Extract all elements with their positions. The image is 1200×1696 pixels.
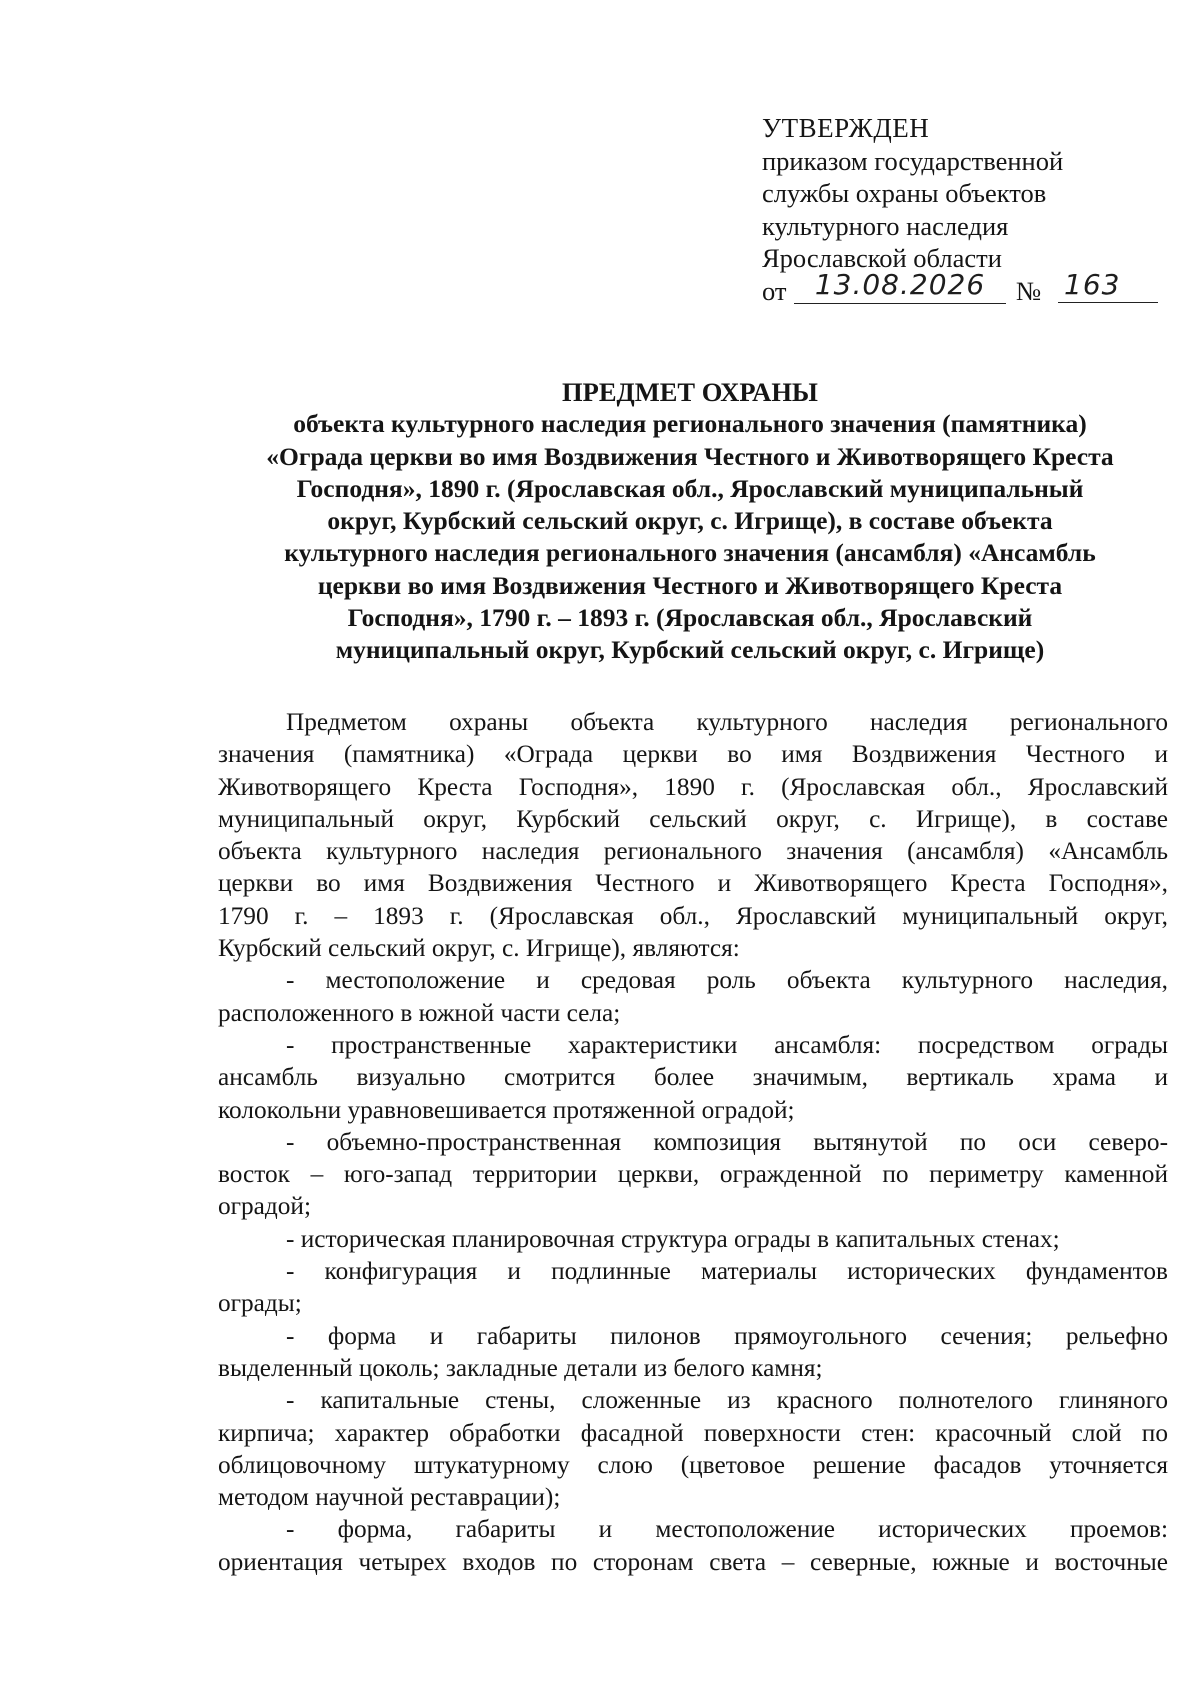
list-item	[218, 964, 1168, 1029]
document-title: ПРЕДМЕТ ОХРАНЫ	[562, 377, 818, 407]
handwritten-date: 13.08.2026	[794, 269, 1006, 304]
title-line: муниципальный округ, Курбский сельский округ, с. Игрище)	[335, 635, 1045, 665]
text-line: восток – юго-запад территории церкви, огражденной по периметру каменной	[218, 1160, 1168, 1189]
approval-line: службы охраны объектов	[762, 178, 1047, 208]
title-line: Господня», 1890 г. (Ярославская обл., Ярославский муниципальный	[296, 473, 1084, 503]
number-sign: №	[1016, 275, 1042, 306]
text-line: 1790 г. – 1893 г. (Ярославская обл., Ярославский муниципальный округ,	[218, 901, 1168, 930]
text-line: колокольни уравновешивается протяженной оградой;	[218, 1095, 795, 1124]
document-title-block	[210, 376, 1170, 667]
approval-block	[762, 112, 1162, 315]
document-body	[218, 706, 1168, 1578]
order-date-number-row	[762, 267, 1162, 315]
text-line: - форма, габариты и местоположение исторических проемов:	[286, 1515, 1168, 1544]
text-line: кирпича; характер обработки фасадной поверхности стен: красочный слой по	[218, 1418, 1168, 1447]
list-item	[218, 1255, 1168, 1320]
document-subtitle	[210, 408, 1170, 666]
list-item	[218, 1513, 1168, 1578]
text-line: оградой;	[218, 1192, 311, 1221]
list-item	[218, 1126, 1168, 1223]
text-line: выделенный цоколь; закладные детали из белого камня;	[218, 1353, 823, 1382]
text-line: церкви во имя Воздвижения Честного и Животворящего Креста Господня»,	[218, 869, 1168, 898]
approval-line: Ярославской области	[762, 243, 1002, 273]
text-line: - форма и габариты пилонов прямоугольного сечения; рельефно	[286, 1321, 1168, 1350]
text-line: Предметом охраны объекта культурного наследия регионального	[286, 708, 1168, 736]
text-line: методом научной реставрации);	[218, 1483, 561, 1512]
text-line: - объемно-пространственная композиция вытянутой по оси северо-	[286, 1127, 1168, 1156]
date-prefix: от	[762, 275, 787, 306]
text-line: ансамбль визуально смотрится более значимым, вертикаль храма и	[218, 1063, 1168, 1092]
text-line: - пространственные характеристики ансамбля: посредством ограды	[286, 1030, 1168, 1059]
text-line: облицовочному штукатурному слою (цветовое решение фасадов уточняется	[218, 1450, 1168, 1479]
list-item	[218, 1223, 1168, 1255]
title-line: объекта культурного наследия регионального значения (памятника)	[293, 409, 1087, 439]
list-item	[218, 1320, 1168, 1385]
approval-heading: УТВЕРЖДЕН	[762, 113, 930, 143]
text-line: - историческая планировочная структура ограды в капитальных стенах;	[286, 1224, 1060, 1253]
approval-line: культурного наследия	[762, 210, 1009, 241]
text-line: - конфигурация и подлинные материалы исторических фундаментов	[286, 1257, 1168, 1286]
list-item	[218, 1029, 1168, 1126]
text-line: муниципальный округ, Курбский сельский округ, с. Игрище), в составе	[218, 804, 1168, 833]
title-line: Господня», 1790 г. – 1893 г. (Ярославская обл., Ярославский	[347, 603, 1033, 633]
text-line: Курбский сельский округ, с. Игрище), являются:	[218, 934, 740, 963]
approval-line: приказом государственной	[762, 145, 1064, 176]
text-line: значения (памятника) «Ограда церкви во имя Воздвижения Честного и	[218, 740, 1168, 769]
text-line: - капитальные стены, сложенные из красного полнотелого глиняного	[286, 1386, 1168, 1415]
title-line: округ, Курбский сельский округ, с. Игрище), в составе объекта	[327, 506, 1053, 536]
intro-paragraph	[218, 706, 1168, 964]
text-line: расположенного в южной части села;	[218, 998, 621, 1027]
text-line: объекта культурного наследия регионального значения (ансамбля) «Ансамбль	[218, 837, 1168, 866]
text-line: ограды;	[218, 1289, 302, 1318]
text-line: - местоположение и средовая роль объекта культурного наследия,	[286, 966, 1168, 995]
title-line: культурного наследия регионального значения (ансамбля) «Ансамбль	[284, 538, 1096, 568]
title-line: церкви во имя Воздвижения Честного и Животворящего Креста	[317, 570, 1063, 600]
title-line: «Ограда церкви во имя Воздвижения Честного и Животворящего Креста	[266, 441, 1114, 471]
text-line: Животворящего Креста Господня», 1890 г. (Ярославская обл., Ярославский	[218, 772, 1168, 801]
list-item	[218, 1384, 1168, 1513]
handwritten-number: 163	[1058, 269, 1158, 303]
text-line: ориентация четырех входов по сторонам света – северные, южные и восточные	[218, 1547, 1168, 1576]
